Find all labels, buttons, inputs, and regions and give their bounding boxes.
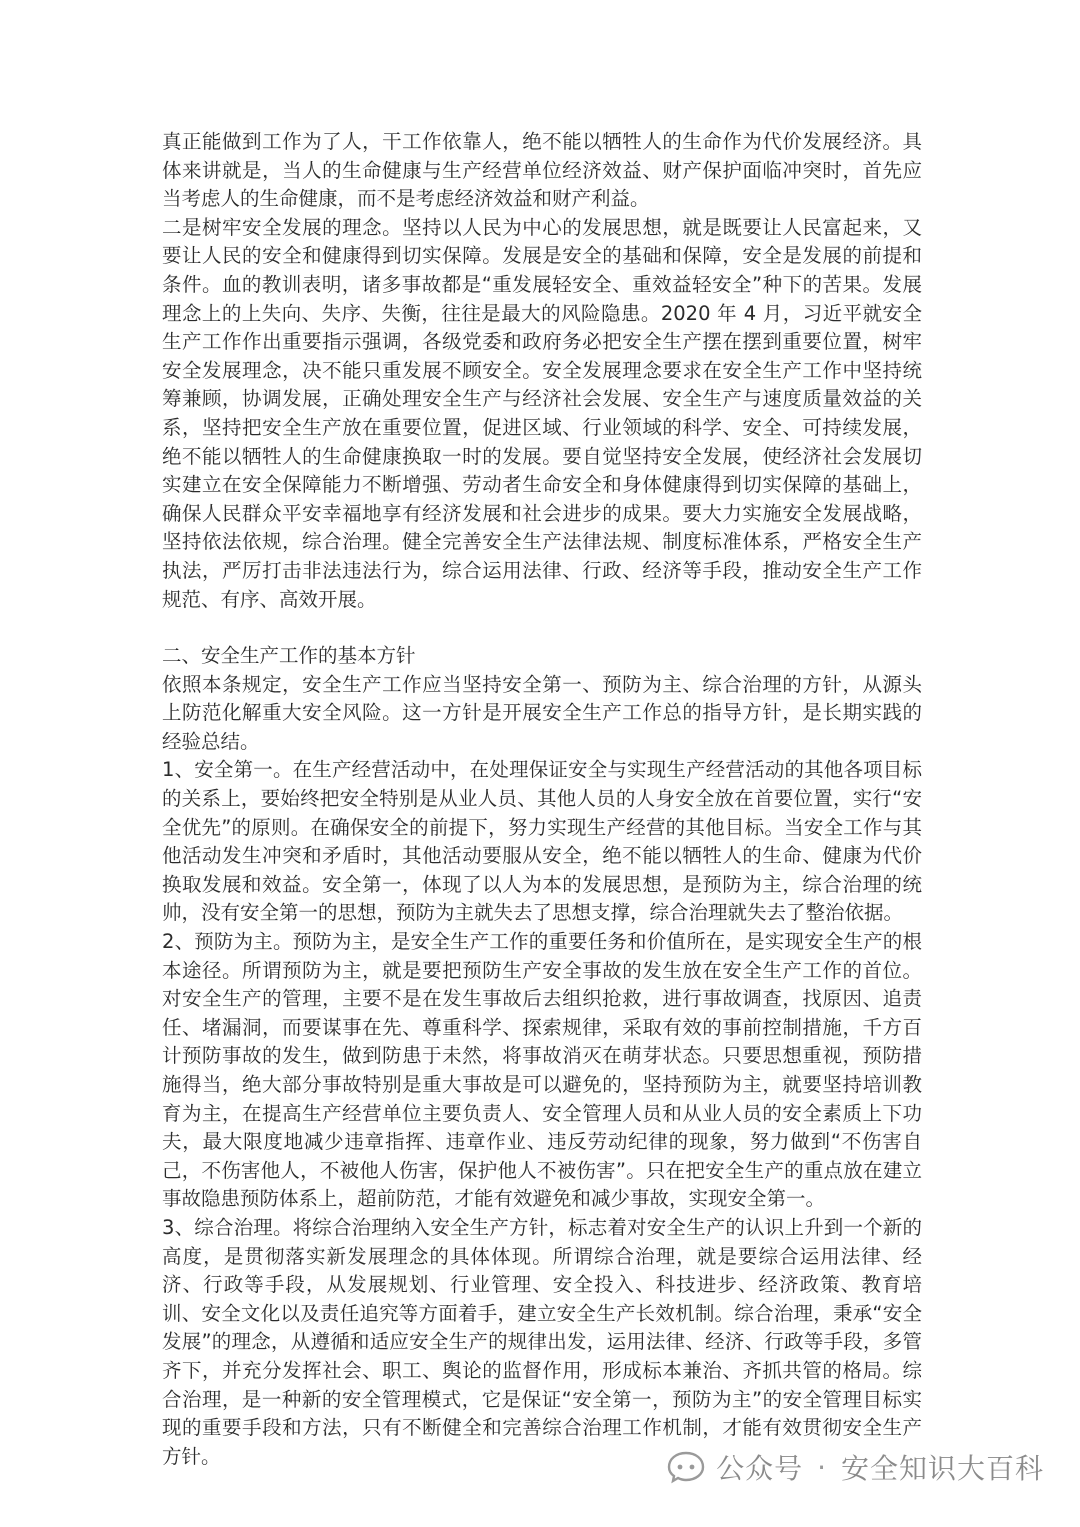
section-heading: 二、安全生产工作的基本方针 <box>162 644 416 668</box>
paragraph-safety-first: 1、安全第一。在生产经营活动中，在处理保证安全与实现生产经营活动的其他各项目标的关系上，要始终把安全特别是从业人员、其他人员的人身安全放在首要位置，实行“安全优先”的原则。在确保安全的前提下，努力实现生产经营的其他目标。当安全工作与其他活动发生冲突和矛盾时，其他活动要服从安全，绝不能以牺牲人的生命、健康为代价换取发展和效益。安全第一，体现了以人为本的发展思想，是预防为主，综合治理的统帅，没有安全第一的思想，预防为主就失去了思想支撑，综合治理就失去了整治依据。 <box>162 758 922 925</box>
watermark-label: 公众号 <box>716 1452 804 1485</box>
section-gap <box>162 614 922 642</box>
document-body <box>162 128 922 1471</box>
paragraph-prevention-first: 2、预防为主。预防为主，是安全生产工作的重要任务和价值所在，是实现安全生产的根本途径。所谓预防为主，就是要把预防生产安全事故的发生放在安全生产工作的首位。对安全生产的管理，主要不是在发生事故后去组织抢救，进行事故调查，找原因、追责任、堵漏洞，而要谋事在先、尊重科学、探索规律，采取有效的事前控制措施，千方百计预防事故的发生，做到防患于未然，将事故消灭在萌芽状态。只要思想重视，预防措施得当，绝大部分事故特别是重大事故是可以避免的，坚持预防为主，就要坚持培训教育为主，在提高生产经营单位主要负责人、安全管理人员和从业人员的安全素质上下功夫，最大限度地减少违章指挥、违章作业、违反劳动纪律的现象，努力做到“不伤害自己，不伤害他人，不被他人伤害，保护他人不被伤害”。只在把安全生产的重点放在建立事故隐患预防体系上，超前防范，才能有效避免和减少事故，实现安全第一。 <box>162 930 922 1211</box>
paragraph-policy-overview: 依照本条规定，安全生产工作应当坚持安全第一、预防为主、综合治理的方针，从源头上防范化解重大安全风险。这一方针是开展安全生产工作总的指导方针，是长期实践的经验总结。 <box>162 672 922 753</box>
paragraph-intro: 真正能做到工作为了人，干工作依靠人，绝不能以牺牲人的生命作为代价发展经济。具体来讲就是，当人的生命健康与生产经营单位经济效益、财产保护面临冲突时，首先应当考虑人的生命健康，而不是考虑经济效益和财产利益。 <box>162 130 922 211</box>
watermark-separator: · <box>817 1450 827 1484</box>
paragraph-development-concept: 二是树牢安全发展的理念。坚持以人民为中心的发展思想，就是既要让人民富起来，又要让人民的安全和健康得到切实保障。发展是安全的基础和保障，安全是发展的前提和条件。血的教训表明，诸多事故都是“重发展轻安全、重效益轻安全”种下的苦果。发展理念上的上失向、失序、失衡，往往是最大的风险隐患。2020 年 4 月，习近平就安全生产工作作出重要指示强调，各级党委和政府务必把安全生产摆在摆到重要位置，树牢安全发展理念，决不能只重发展不顾安全。安全发展理念要求在安全生产工作中坚持统筹兼顾，协调发展，正确处理安全生产与经济社会发展、安全生产与速度质量效益的关系，坚持把安全生产放在重要位置，促进区域、行业领域的科学、安全、可持续发展，绝不能以牺牲人的生命健康换取一时的发展。要自觉坚持安全发展，使经济社会发展切实建立在安全保障能力不断增强、劳动者生命安全和身体健康得到切实保障的基础上，确保人民群众平安幸福地享有经济发展和社会进步的成果。要大力实施安全发展战略，坚持依法依规，综合治理。健全完善安全生产法律法规、制度标准体系，严格安全生产执法，严厉打击非法违法行为，综合运用法律、行政、经济等手段，推动安全生产工作规范、有序、高效开展。 <box>162 215 922 611</box>
watermark-account-name: 安全知识大百科 <box>840 1452 1044 1485</box>
paragraph-comprehensive-governance: 3、综合治理。将综合治理纳入安全生产方针，标志着对安全生产的认识上升到一个新的高度，是贯彻落实新发展理念的具体体现。所谓综合治理，就是要综合运用法律、经济、行政等手段，从发展规划、行业管理、安全投入、科技进步、经济政策、教育培训、安全文化以及责任追究等方面着手，建立安全生产长效机制。综合治理，秉承“安全发展”的理念，从遵循和适应安全生产的规律出发，运用法律、经济、行政等手段，多管齐下，并充分发挥社会、职工、舆论的监督作用，形成标本兼治、齐抓共管的格局。综合治理，是一种新的安全管理模式，它是保证“安全第一，预防为主”的安全管理目标实现的重要手段和方法，只有不断健全和完善综合治理工作机制，才能有效贯彻安全生产方针。 <box>162 1215 922 1468</box>
wechat-official-account-icon <box>666 1449 706 1485</box>
watermark <box>666 1447 1044 1487</box>
